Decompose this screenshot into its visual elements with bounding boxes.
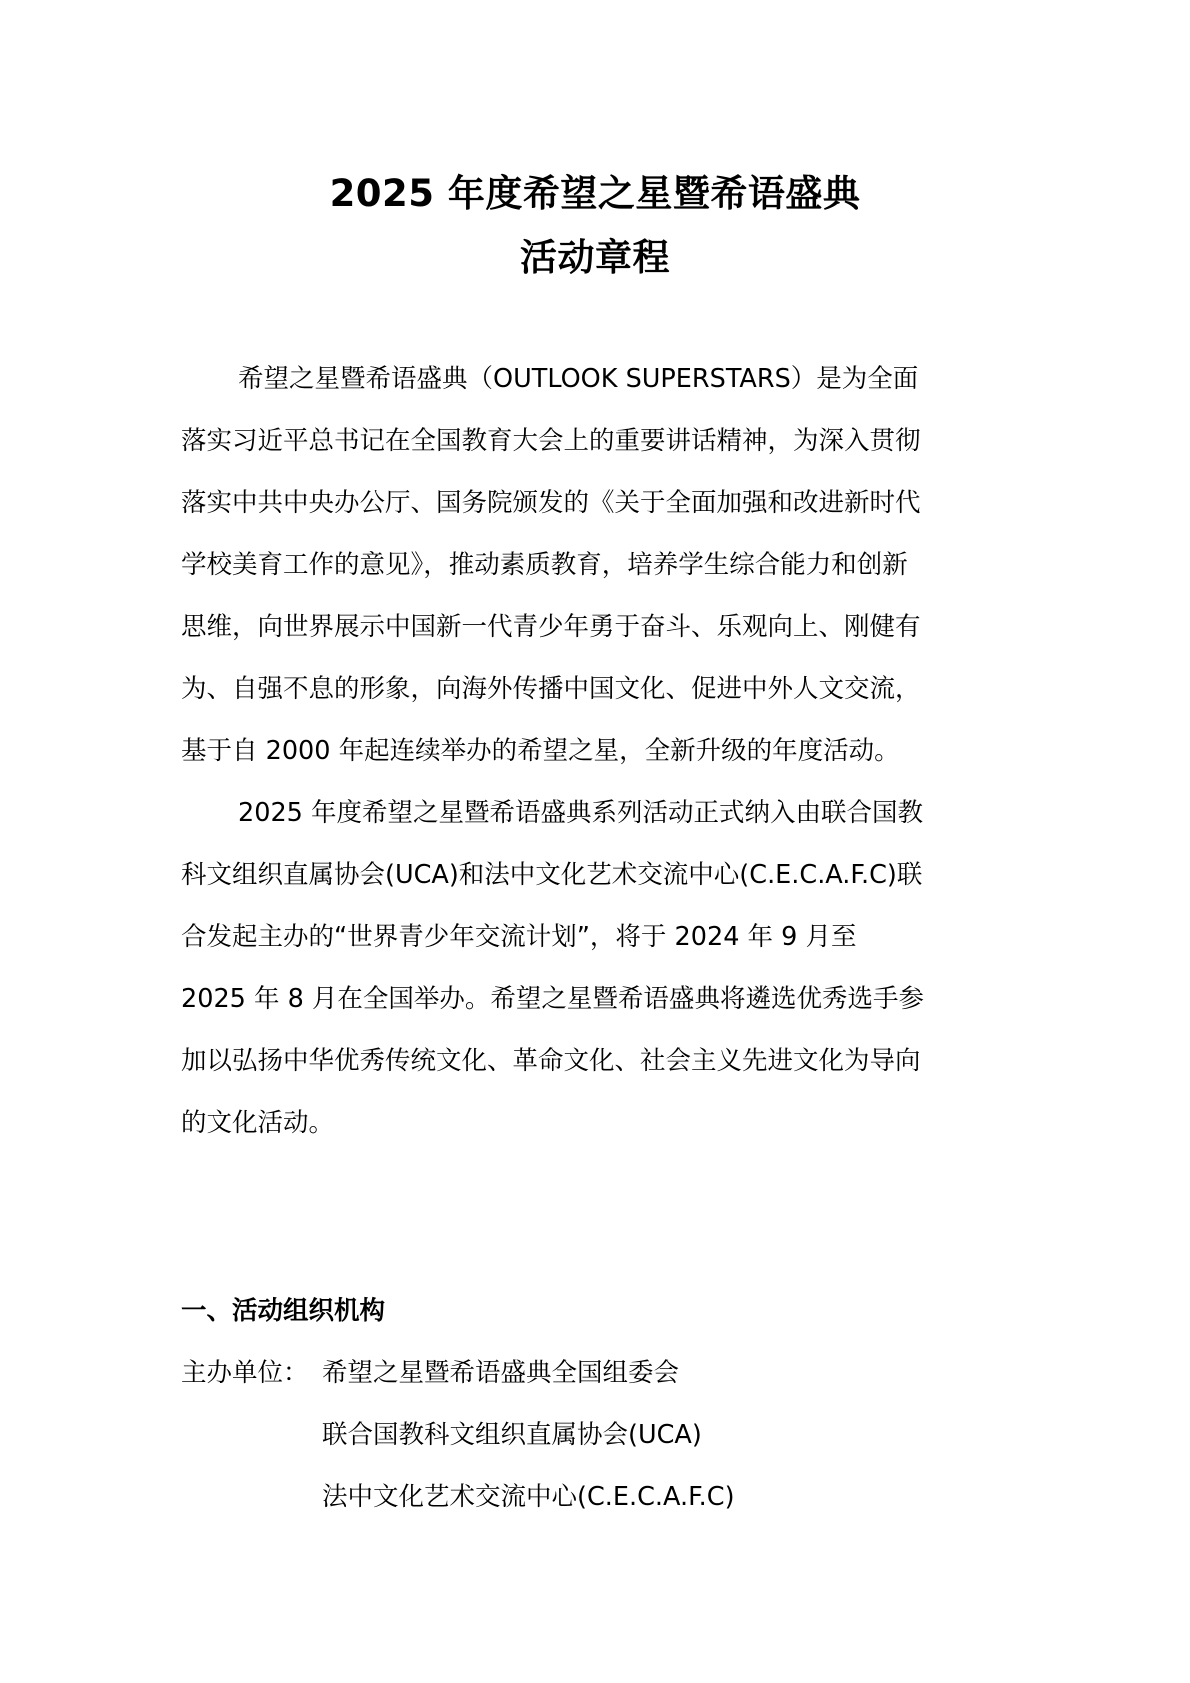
paragraph-1-line: 落实习近平总书记在全国教育大会上的重要讲话精神，为深入贯彻 [181,426,921,456]
section-heading: 一、活动组织机构 [181,1296,386,1326]
organizer-label: 主办单位： [181,1358,309,1388]
paragraph-1-line: 落实中共中央办公厅、国务院颁发的《关于全面加强和改进新时代 [181,488,921,518]
paragraph-1-line: 思维，向世界展示中国新一代青少年勇于奋斗、乐观向上、刚健有 [181,612,921,642]
paragraph-1-line: 为、自强不息的形象，向海外传播中国文化、促进中外人文交流， [181,674,921,704]
paragraph-2-line: 的文化活动。 [181,1108,335,1138]
organizer-item: 希望之星暨希语盛典全国组委会 [322,1358,680,1388]
organizer-item: 联合国教科文组织直属协会(UCA) [322,1420,702,1450]
paragraph-1-line: 希望之星暨希语盛典（OUTLOOK SUPERSTARS）是为全面 [238,364,919,394]
paragraph-2-line: 2025 年度希望之星暨希语盛典系列活动正式纳入由联合国教 [238,798,924,828]
paragraph-2-line: 2025 年 8 月在全国举办。希望之星暨希语盛典将遴选优秀选手参 [181,984,924,1014]
title-line-1: 2025 年度希望之星暨希语盛典 [329,172,861,215]
paragraph-1-line: 基于自 2000 年起连续举办的希望之星，全新升级的年度活动。 [181,736,900,766]
document-title [0,162,1190,290]
paragraph-2-line: 合发起主办的“世界青少年交流计划”，将于 2024 年 9 月至 [181,922,857,952]
paragraph-1-line: 学校美育工作的意见》，推动素质教育，培养学生综合能力和创新 [181,550,908,580]
organizer-item: 法中文化艺术交流中心(C.E.C.A.F.C) [322,1482,735,1512]
paragraph-2-line: 加以弘扬中华优秀传统文化、革命文化、社会主义先进文化为导向 [181,1046,921,1076]
title-line-2: 活动章程 [520,236,670,279]
paragraph-2-line: 科文组织直属协会(UCA)和法中文化艺术交流中心(C.E.C.A.F.C)联 [181,860,923,890]
